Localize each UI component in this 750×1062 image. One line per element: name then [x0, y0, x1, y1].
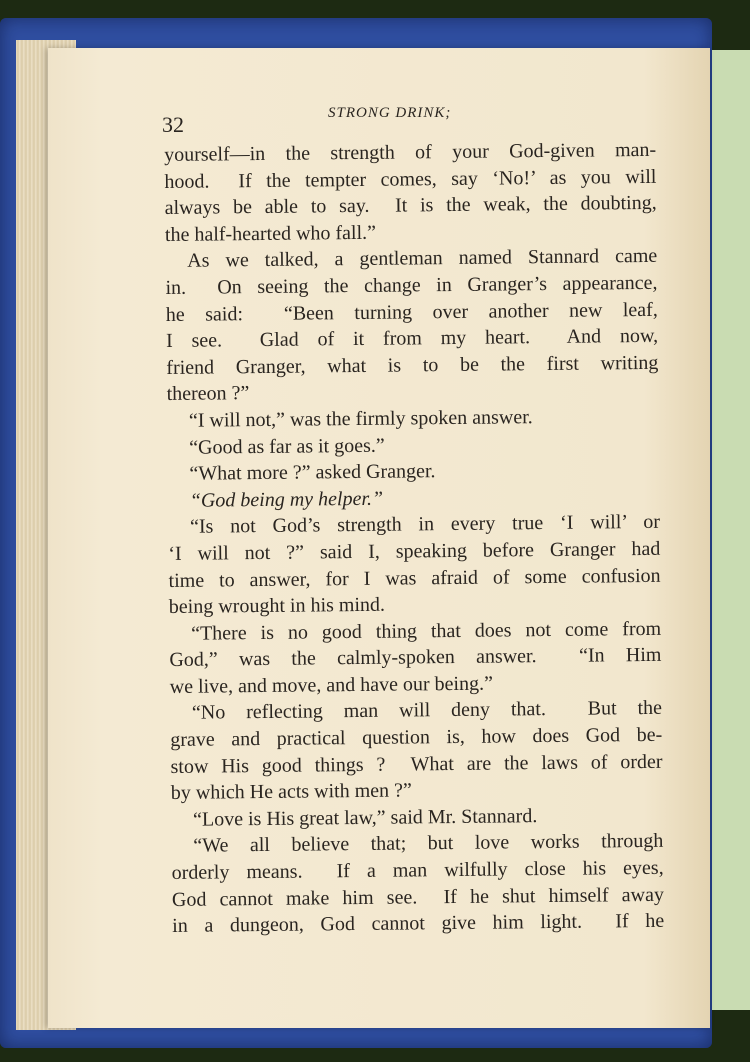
text-line: in a dungeon, God cannot give him light. If he	[172, 910, 665, 938]
text-line: orderly means. If a man wilfully close his eyes,	[171, 856, 664, 884]
text-line: the half-hearted who fall.”	[164, 221, 377, 246]
page-number: 32	[162, 112, 184, 137]
text-line: “Is not God’s strength in every true ‘I will’ or	[189, 511, 661, 539]
text-line: yourself—in the strength of your God-given man-	[164, 138, 657, 166]
background-strip	[706, 50, 750, 1010]
text-line: always be able to say. It is the weak, the doubting,	[164, 192, 657, 220]
text-line: we live, and move, and have our being.”	[169, 672, 494, 698]
text-line: hood. If the tempter comes, say ‘No!’ as you will	[164, 165, 657, 193]
text-line: I see. Glad of it from my heart. And now,	[165, 324, 659, 353]
text-line: God cannot make him see. If he shut himself away	[171, 883, 665, 911]
text-line: “No reflecting man will deny that. But the	[191, 697, 663, 725]
text-line: grave and practical question is, how does God be-	[170, 723, 663, 752]
text-line: by which He acts with men ?”	[170, 779, 412, 805]
text-line: “Love is His great law,” said Mr. Stannard.	[192, 804, 538, 831]
text-line: time to answer, for I was afraid of some confusion	[168, 564, 661, 592]
page-text	[164, 137, 664, 940]
text-line: thereon ?”	[166, 382, 250, 406]
text-line: in. On seeing the change in Granger’s appearance,	[165, 271, 658, 299]
text-line: ‘I will not ?” said I, speaking before Granger had	[168, 537, 661, 565]
text-line: “I will not,” was the firmly spoken answer.	[188, 406, 533, 432]
running-head: STRONG DRINK;	[328, 105, 452, 121]
text-line: “What more ?” asked Granger.	[189, 460, 436, 485]
text-line: “We all believe that; but love works through	[193, 830, 664, 858]
text-line: he said: “Been turning over another new leaf,	[165, 298, 658, 326]
text-line: As we talked, a gentleman named Stannard came	[187, 245, 658, 273]
text-line: “There is no good thing that does not come from	[191, 617, 662, 645]
text-line: stow His good things ? What are the laws of order	[170, 750, 663, 778]
text-line: “Good as far as it goes.”	[189, 434, 385, 459]
text-line: God,” was the calmly-spoken answer. “In Him	[169, 644, 662, 672]
text-line: “God being my helper.”	[189, 487, 384, 512]
text-line: being wrought in his mind.	[168, 593, 386, 619]
text-line: friend Granger, what is to be the first writing	[166, 351, 659, 379]
